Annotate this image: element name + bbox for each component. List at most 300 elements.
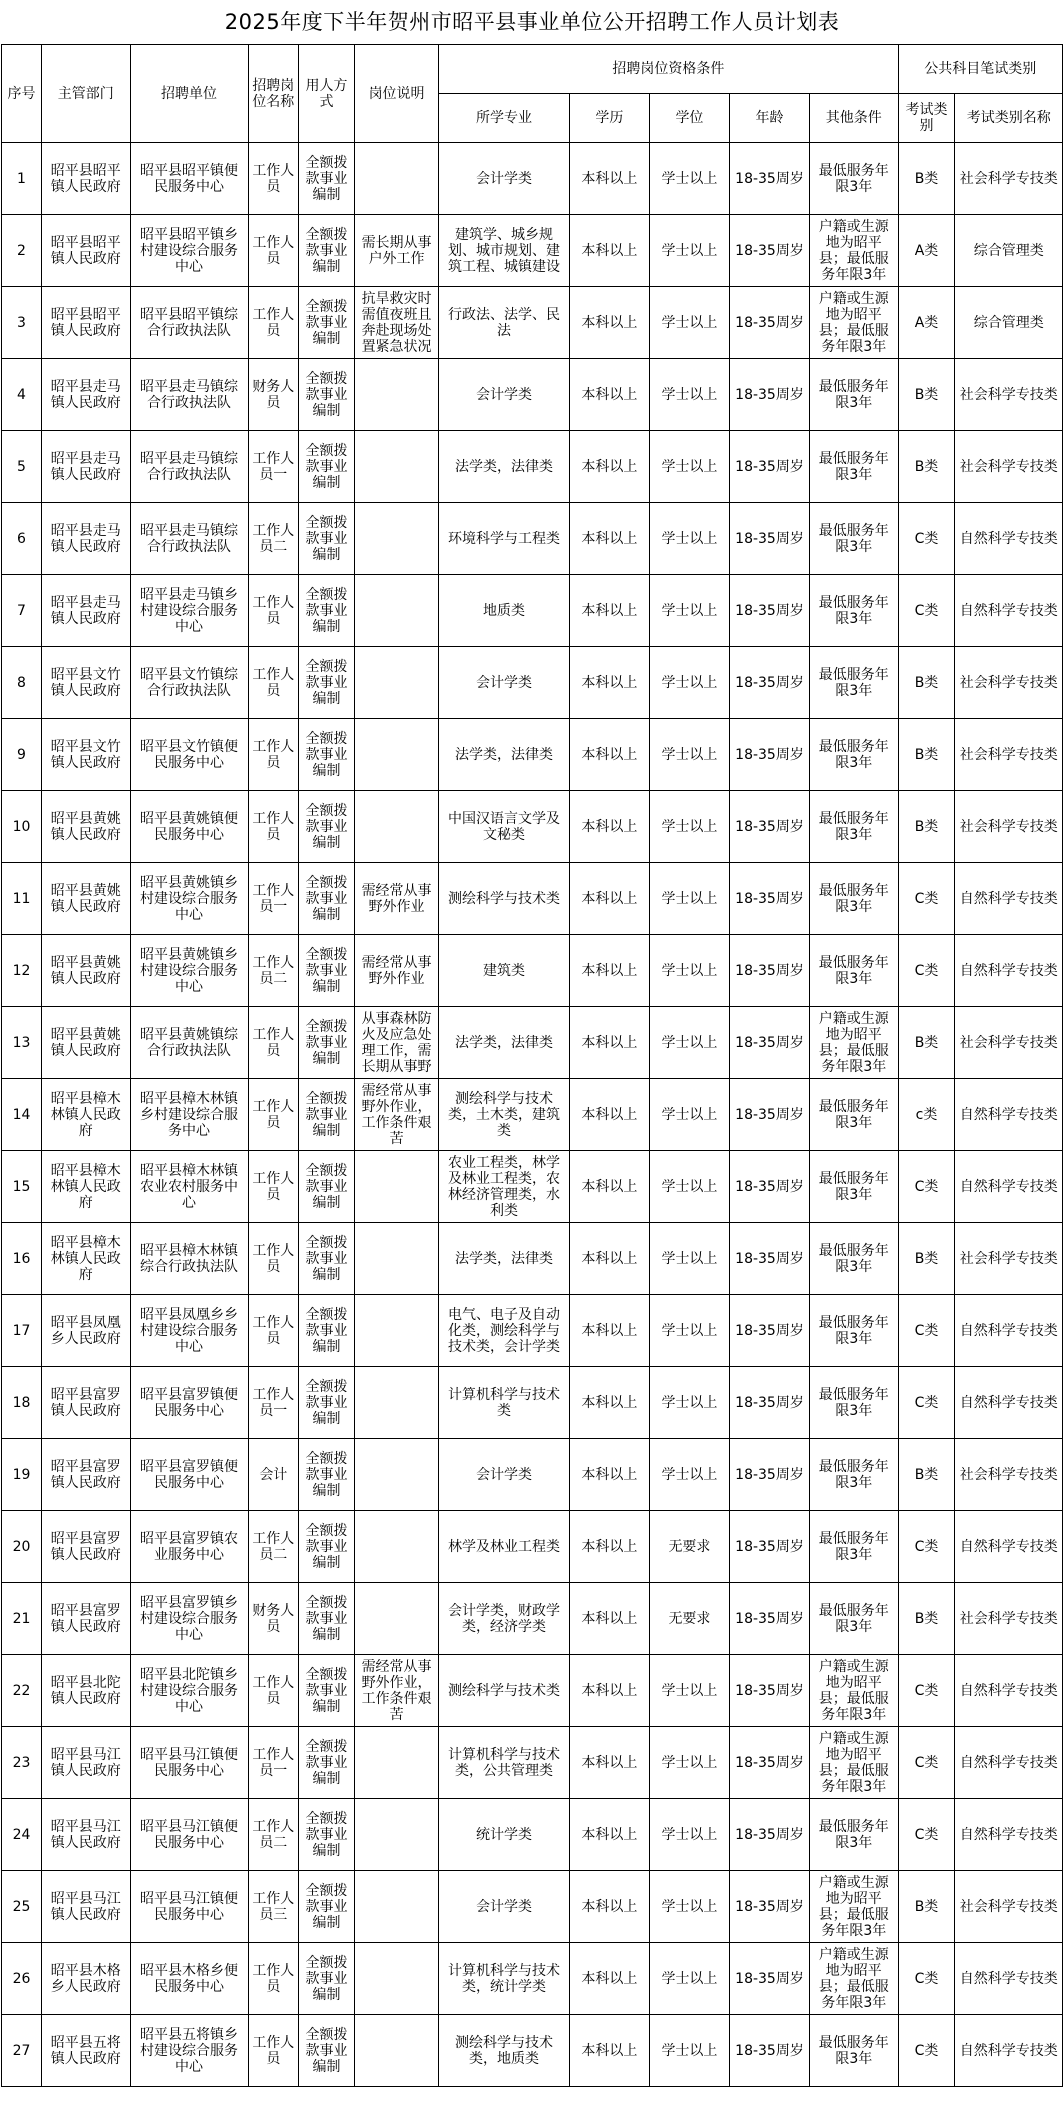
cell-other: 最低服务年限3年: [810, 1439, 899, 1511]
table-row: [2, 935, 1063, 1007]
cell-seq: 10: [2, 791, 42, 863]
cell-unit: 昭平县富罗镇农业服务中心: [130, 1511, 248, 1583]
cell-position: 工作人员: [248, 1079, 299, 1151]
cell-desc: [354, 791, 438, 863]
cell-degree: 学士以上: [649, 215, 729, 287]
cell-edu: 本科以上: [569, 1079, 649, 1151]
cell-age: 18-35周岁: [729, 1655, 809, 1727]
cell-unit: 昭平县樟木林镇乡村建设综合服务中心: [130, 1079, 248, 1151]
cell-degree: 学士以上: [649, 575, 729, 647]
table-row: [2, 791, 1063, 863]
cell-dept: 昭平县黄姚镇人民政府: [42, 791, 131, 863]
cell-exam-cat: C类: [898, 1727, 955, 1799]
cell-method: 全额拨款事业编制: [299, 503, 355, 575]
cell-method: 全额拨款事业编制: [299, 1655, 355, 1727]
cell-unit: 昭平县富罗镇便民服务中心: [130, 1439, 248, 1511]
cell-major: 计算机科学与技术类: [439, 1367, 570, 1439]
cell-other: 最低服务年限3年: [810, 359, 899, 431]
cell-exam-cat: C类: [898, 1367, 955, 1439]
header-exam-name: 考试类别名称: [955, 94, 1063, 143]
cell-other: 最低服务年限3年: [810, 431, 899, 503]
cell-age: 18-35周岁: [729, 1727, 809, 1799]
table-row: [2, 1295, 1063, 1367]
cell-age: 18-35周岁: [729, 647, 809, 719]
cell-exam-cat: B类: [898, 647, 955, 719]
cell-desc: 从事森林防火及应急处理工作，需长期从事野: [354, 1007, 438, 1079]
cell-exam-cat: B类: [898, 719, 955, 791]
cell-seq: 15: [2, 1151, 42, 1223]
cell-exam-cat: C类: [898, 1511, 955, 1583]
cell-exam-name: 社会科学专技类: [955, 431, 1063, 503]
cell-dept: 昭平县文竹镇人民政府: [42, 647, 131, 719]
table-row: [2, 1007, 1063, 1079]
table-row: [2, 359, 1063, 431]
cell-other: 户籍或生源地为昭平县；最低服务年限3年: [810, 1007, 899, 1079]
cell-position: 工作人员一: [248, 863, 299, 935]
cell-method: 全额拨款事业编制: [299, 1511, 355, 1583]
cell-desc: [354, 1295, 438, 1367]
cell-exam-name: 社会科学专技类: [955, 1871, 1063, 1943]
cell-exam-name: 社会科学专技类: [955, 1583, 1063, 1655]
cell-dept: 昭平县北陀镇人民政府: [42, 1655, 131, 1727]
cell-age: 18-35周岁: [729, 935, 809, 1007]
header-edu: 学历: [569, 94, 649, 143]
cell-major: 建筑学、城乡规划、城市规划、建筑工程、城镇建设: [439, 215, 570, 287]
table-row: [2, 1367, 1063, 1439]
cell-exam-name: 社会科学专技类: [955, 791, 1063, 863]
cell-seq: 7: [2, 575, 42, 647]
cell-unit: 昭平县北陀镇乡村建设综合服务中心: [130, 1655, 248, 1727]
cell-exam-name: 自然科学专技类: [955, 1151, 1063, 1223]
cell-dept: 昭平县走马镇人民政府: [42, 431, 131, 503]
cell-method: 全额拨款事业编制: [299, 1871, 355, 1943]
cell-edu: 本科以上: [569, 1151, 649, 1223]
cell-exam-cat: C类: [898, 1295, 955, 1367]
cell-major: 法学类，法律类: [439, 1223, 570, 1295]
cell-seq: 14: [2, 1079, 42, 1151]
cell-degree: 无要求: [649, 1583, 729, 1655]
cell-seq: 27: [2, 2015, 42, 2087]
cell-exam-name: 社会科学专技类: [955, 359, 1063, 431]
cell-edu: 本科以上: [569, 1223, 649, 1295]
cell-method: 全额拨款事业编制: [299, 1007, 355, 1079]
cell-desc: [354, 2015, 438, 2087]
header-exam-group: 公共科目笔试类别: [898, 45, 1062, 94]
cell-desc: 抗旱救灾时需值夜班且奔赴现场处置紧急状况: [354, 287, 438, 359]
cell-age: 18-35周岁: [729, 503, 809, 575]
table-row: [2, 575, 1063, 647]
cell-unit: 昭平县走马镇综合行政执法队: [130, 503, 248, 575]
cell-seq: 2: [2, 215, 42, 287]
cell-dept: 昭平县富罗镇人民政府: [42, 1367, 131, 1439]
header-desc: 岗位说明: [354, 45, 438, 143]
cell-method: 全额拨款事业编制: [299, 1223, 355, 1295]
cell-dept: 昭平县昭平镇人民政府: [42, 287, 131, 359]
cell-position: 工作人员: [248, 215, 299, 287]
cell-exam-cat: C类: [898, 1799, 955, 1871]
cell-position: 工作人员: [248, 647, 299, 719]
cell-dept: 昭平县昭平镇人民政府: [42, 215, 131, 287]
cell-exam-name: 自然科学专技类: [955, 1655, 1063, 1727]
cell-method: 全额拨款事业编制: [299, 1727, 355, 1799]
cell-edu: 本科以上: [569, 1799, 649, 1871]
cell-desc: 需经常从事野外作业: [354, 863, 438, 935]
table-row: [2, 1511, 1063, 1583]
cell-degree: 学士以上: [649, 359, 729, 431]
cell-exam-name: 自然科学专技类: [955, 863, 1063, 935]
cell-exam-cat: B类: [898, 1223, 955, 1295]
cell-desc: [354, 719, 438, 791]
cell-degree: 学士以上: [649, 1367, 729, 1439]
cell-other: 最低服务年限3年: [810, 791, 899, 863]
header-major: 所学专业: [439, 94, 570, 143]
cell-other: 最低服务年限3年: [810, 719, 899, 791]
cell-age: 18-35周岁: [729, 719, 809, 791]
cell-seq: 25: [2, 1871, 42, 1943]
cell-seq: 6: [2, 503, 42, 575]
cell-major: 测绘科学与技术类: [439, 863, 570, 935]
cell-seq: 20: [2, 1511, 42, 1583]
cell-age: 18-35周岁: [729, 1151, 809, 1223]
cell-seq: 13: [2, 1007, 42, 1079]
table-row: [2, 1943, 1063, 2015]
cell-degree: 学士以上: [649, 2015, 729, 2087]
cell-unit: 昭平县黄姚镇便民服务中心: [130, 791, 248, 863]
cell-dept: 昭平县文竹镇人民政府: [42, 719, 131, 791]
table-row: [2, 503, 1063, 575]
cell-other: 最低服务年限3年: [810, 1223, 899, 1295]
cell-method: 全额拨款事业编制: [299, 1943, 355, 2015]
table-row: [2, 647, 1063, 719]
cell-seq: 18: [2, 1367, 42, 1439]
cell-seq: 23: [2, 1727, 42, 1799]
cell-major: 电气、电子及自动化类，测绘科学与技术类，会计学类: [439, 1295, 570, 1367]
cell-method: 全额拨款事业编制: [299, 1367, 355, 1439]
cell-desc: [354, 431, 438, 503]
cell-seq: 12: [2, 935, 42, 1007]
cell-exam-name: 自然科学专技类: [955, 503, 1063, 575]
cell-seq: 8: [2, 647, 42, 719]
cell-edu: 本科以上: [569, 1871, 649, 1943]
cell-dept: 昭平县走马镇人民政府: [42, 503, 131, 575]
cell-method: 全额拨款事业编制: [299, 647, 355, 719]
cell-exam-cat: A类: [898, 215, 955, 287]
table-row: [2, 1223, 1063, 1295]
cell-age: 18-35周岁: [729, 215, 809, 287]
cell-desc: 需经常从事野外作业: [354, 935, 438, 1007]
cell-exam-cat: B类: [898, 791, 955, 863]
table-row: [2, 1799, 1063, 1871]
cell-desc: [354, 1151, 438, 1223]
cell-position: 工作人员: [248, 719, 299, 791]
cell-method: 全额拨款事业编制: [299, 431, 355, 503]
cell-desc: [354, 575, 438, 647]
cell-major: 会计学类: [439, 359, 570, 431]
cell-position: 工作人员一: [248, 431, 299, 503]
table-row: [2, 863, 1063, 935]
cell-unit: 昭平县昭平镇便民服务中心: [130, 143, 248, 215]
cell-exam-cat: c类: [898, 1079, 955, 1151]
cell-unit: 昭平县黄姚镇乡村建设综合服务中心: [130, 863, 248, 935]
cell-exam-name: 社会科学专技类: [955, 719, 1063, 791]
cell-age: 18-35周岁: [729, 1583, 809, 1655]
cell-major: 计算机科学与技术类，公共管理类: [439, 1727, 570, 1799]
cell-edu: 本科以上: [569, 1295, 649, 1367]
cell-major: 会计学类，财政学类，经济学类: [439, 1583, 570, 1655]
cell-degree: 学士以上: [649, 1655, 729, 1727]
cell-age: 18-35周岁: [729, 1367, 809, 1439]
table-row: [2, 1871, 1063, 1943]
cell-unit: 昭平县黄姚镇综合行政执法队: [130, 1007, 248, 1079]
cell-desc: [354, 1583, 438, 1655]
table-row: [2, 1583, 1063, 1655]
cell-major: 法学类，法律类: [439, 719, 570, 791]
cell-unit: 昭平县马江镇便民服务中心: [130, 1727, 248, 1799]
page-title: 2025年度下半年贺州市昭平县事业单位公开招聘工作人员计划表: [224, 10, 840, 34]
cell-edu: 本科以上: [569, 431, 649, 503]
cell-unit: 昭平县马江镇便民服务中心: [130, 1799, 248, 1871]
cell-degree: 学士以上: [649, 1727, 729, 1799]
cell-edu: 本科以上: [569, 1007, 649, 1079]
cell-seq: 3: [2, 287, 42, 359]
cell-age: 18-35周岁: [729, 1871, 809, 1943]
cell-desc: [354, 1871, 438, 1943]
cell-degree: 学士以上: [649, 1871, 729, 1943]
cell-desc: [354, 647, 438, 719]
cell-other: 户籍或生源地为昭平县；最低服务年限3年: [810, 287, 899, 359]
cell-desc: 需经常从事野外作业，工作条件艰苦: [354, 1079, 438, 1151]
cell-dept: 昭平县樟木林镇人民政府: [42, 1079, 131, 1151]
cell-position: 工作人员: [248, 1007, 299, 1079]
cell-age: 18-35周岁: [729, 1007, 809, 1079]
cell-degree: 学士以上: [649, 791, 729, 863]
cell-age: 18-35周岁: [729, 863, 809, 935]
cell-unit: 昭平县樟木林镇农业农村服务中心: [130, 1151, 248, 1223]
cell-position: 工作人员二: [248, 1511, 299, 1583]
cell-seq: 22: [2, 1655, 42, 1727]
cell-other: 最低服务年限3年: [810, 1151, 899, 1223]
cell-desc: [354, 1439, 438, 1511]
cell-exam-cat: C类: [898, 863, 955, 935]
cell-position: 工作人员三: [248, 1871, 299, 1943]
cell-unit: 昭平县富罗镇乡村建设综合服务中心: [130, 1583, 248, 1655]
cell-age: 18-35周岁: [729, 791, 809, 863]
header-position: 招聘岗位名称: [248, 45, 299, 143]
cell-desc: [354, 1799, 438, 1871]
cell-unit: 昭平县樟木林镇综合行政执法队: [130, 1223, 248, 1295]
cell-dept: 昭平县凤凰乡人民政府: [42, 1295, 131, 1367]
cell-position: 会计: [248, 1439, 299, 1511]
cell-edu: 本科以上: [569, 287, 649, 359]
cell-edu: 本科以上: [569, 647, 649, 719]
cell-seq: 16: [2, 1223, 42, 1295]
cell-other: 户籍或生源地为昭平县；最低服务年限3年: [810, 215, 899, 287]
cell-method: 全额拨款事业编制: [299, 143, 355, 215]
cell-desc: [354, 1223, 438, 1295]
cell-other: 最低服务年限3年: [810, 935, 899, 1007]
cell-method: 全额拨款事业编制: [299, 719, 355, 791]
cell-edu: 本科以上: [569, 719, 649, 791]
table-row: [2, 1151, 1063, 1223]
cell-method: 全额拨款事业编制: [299, 287, 355, 359]
cell-edu: 本科以上: [569, 1943, 649, 2015]
cell-dept: 昭平县昭平镇人民政府: [42, 143, 131, 215]
cell-exam-name: 自然科学专技类: [955, 575, 1063, 647]
cell-method: 全额拨款事业编制: [299, 863, 355, 935]
cell-dept: 昭平县富罗镇人民政府: [42, 1511, 131, 1583]
cell-method: 全额拨款事业编制: [299, 1439, 355, 1511]
cell-position: 工作人员: [248, 1295, 299, 1367]
cell-exam-cat: C类: [898, 2015, 955, 2087]
cell-unit: 昭平县凤凰乡乡村建设综合服务中心: [130, 1295, 248, 1367]
cell-exam-cat: C类: [898, 503, 955, 575]
cell-major: 林学及林业工程类: [439, 1511, 570, 1583]
cell-position: 工作人员: [248, 1943, 299, 2015]
cell-exam-name: 自然科学专技类: [955, 1943, 1063, 2015]
header-method: 用人方式: [299, 45, 355, 143]
cell-method: 全额拨款事业编制: [299, 1079, 355, 1151]
cell-degree: 学士以上: [649, 1007, 729, 1079]
cell-major: 统计学类: [439, 1799, 570, 1871]
cell-exam-name: 社会科学专技类: [955, 1007, 1063, 1079]
cell-method: 全额拨款事业编制: [299, 935, 355, 1007]
cell-position: 工作人员一: [248, 1367, 299, 1439]
table-row: [2, 1079, 1063, 1151]
cell-age: 18-35周岁: [729, 2015, 809, 2087]
cell-age: 18-35周岁: [729, 1799, 809, 1871]
cell-exam-name: 社会科学专技类: [955, 1223, 1063, 1295]
table-row: [2, 431, 1063, 503]
cell-desc: 需长期从事户外工作: [354, 215, 438, 287]
cell-exam-cat: A类: [898, 287, 955, 359]
cell-major: 法学类，法律类: [439, 1007, 570, 1079]
cell-degree: 学士以上: [649, 647, 729, 719]
cell-position: 工作人员: [248, 1151, 299, 1223]
cell-major: 农业工程类，林学及林业工程类，农林经济管理类，水利类: [439, 1151, 570, 1223]
cell-age: 18-35周岁: [729, 575, 809, 647]
cell-edu: 本科以上: [569, 1511, 649, 1583]
table-row: [2, 1727, 1063, 1799]
cell-edu: 本科以上: [569, 1439, 649, 1511]
cell-method: 全额拨款事业编制: [299, 1583, 355, 1655]
cell-major: 计算机科学与技术类，统计学类: [439, 1943, 570, 2015]
cell-seq: 26: [2, 1943, 42, 2015]
cell-seq: 4: [2, 359, 42, 431]
cell-dept: 昭平县黄姚镇人民政府: [42, 863, 131, 935]
cell-method: 全额拨款事业编制: [299, 575, 355, 647]
header-dept: 主管部门: [42, 45, 131, 143]
cell-exam-cat: B类: [898, 1439, 955, 1511]
cell-age: 18-35周岁: [729, 1439, 809, 1511]
cell-desc: [354, 1943, 438, 2015]
header-other: 其他条件: [810, 94, 899, 143]
cell-method: 全额拨款事业编制: [299, 1151, 355, 1223]
cell-position: 财务人员: [248, 1583, 299, 1655]
cell-age: 18-35周岁: [729, 1511, 809, 1583]
cell-method: 全额拨款事业编制: [299, 359, 355, 431]
cell-method: 全额拨款事业编制: [299, 1295, 355, 1367]
cell-age: 18-35周岁: [729, 1295, 809, 1367]
cell-age: 18-35周岁: [729, 1943, 809, 2015]
cell-exam-cat: B类: [898, 1871, 955, 1943]
cell-major: 会计学类: [439, 647, 570, 719]
cell-position: 工作人员: [248, 2015, 299, 2087]
cell-other: 最低服务年限3年: [810, 1799, 899, 1871]
cell-desc: [354, 143, 438, 215]
table-row: [2, 1439, 1063, 1511]
cell-unit: 昭平县文竹镇综合行政执法队: [130, 647, 248, 719]
cell-position: 工作人员: [248, 1223, 299, 1295]
cell-exam-cat: C类: [898, 1151, 955, 1223]
cell-edu: 本科以上: [569, 1727, 649, 1799]
cell-other: 最低服务年限3年: [810, 1367, 899, 1439]
cell-position: 工作人员一: [248, 1727, 299, 1799]
cell-age: 18-35周岁: [729, 1223, 809, 1295]
cell-dept: 昭平县富罗镇人民政府: [42, 1439, 131, 1511]
cell-position: 工作人员二: [248, 503, 299, 575]
cell-major: 会计学类: [439, 143, 570, 215]
cell-exam-cat: C类: [898, 935, 955, 1007]
cell-dept: 昭平县黄姚镇人民政府: [42, 935, 131, 1007]
cell-major: 行政法、法学、民法: [439, 287, 570, 359]
cell-other: 最低服务年限3年: [810, 1295, 899, 1367]
cell-other: 最低服务年限3年: [810, 143, 899, 215]
cell-method: 全额拨款事业编制: [299, 791, 355, 863]
table-row: [2, 2015, 1063, 2087]
cell-edu: 本科以上: [569, 791, 649, 863]
cell-other: 户籍或生源地为昭平县；最低服务年限3年: [810, 1655, 899, 1727]
cell-position: 财务人员: [248, 359, 299, 431]
cell-seq: 21: [2, 1583, 42, 1655]
cell-exam-cat: C类: [898, 1943, 955, 2015]
cell-degree: 学士以上: [649, 143, 729, 215]
cell-major: 建筑类: [439, 935, 570, 1007]
cell-desc: [354, 359, 438, 431]
header-exam-cat: 考试类别: [898, 94, 955, 143]
cell-degree: 学士以上: [649, 503, 729, 575]
table-row: [2, 1655, 1063, 1727]
cell-degree: 学士以上: [649, 863, 729, 935]
cell-edu: 本科以上: [569, 359, 649, 431]
cell-degree: 学士以上: [649, 431, 729, 503]
cell-exam-name: 社会科学专技类: [955, 1439, 1063, 1511]
cell-unit: 昭平县昭平镇乡村建设综合服务中心: [130, 215, 248, 287]
cell-edu: 本科以上: [569, 503, 649, 575]
cell-dept: 昭平县走马镇人民政府: [42, 359, 131, 431]
cell-dept: 昭平县马江镇人民政府: [42, 1871, 131, 1943]
cell-edu: 本科以上: [569, 1367, 649, 1439]
table-row: [2, 719, 1063, 791]
cell-edu: 本科以上: [569, 575, 649, 647]
cell-seq: 9: [2, 719, 42, 791]
cell-exam-name: 自然科学专技类: [955, 935, 1063, 1007]
cell-exam-name: 自然科学专技类: [955, 1727, 1063, 1799]
cell-dept: 昭平县走马镇人民政府: [42, 575, 131, 647]
cell-position: 工作人员: [248, 143, 299, 215]
cell-unit: 昭平县黄姚镇乡村建设综合服务中心: [130, 935, 248, 1007]
cell-edu: 本科以上: [569, 863, 649, 935]
cell-edu: 本科以上: [569, 2015, 649, 2087]
cell-unit: 昭平县马江镇便民服务中心: [130, 1871, 248, 1943]
cell-position: 工作人员: [248, 287, 299, 359]
cell-major: 会计学类: [439, 1439, 570, 1511]
cell-edu: 本科以上: [569, 1583, 649, 1655]
cell-position: 工作人员: [248, 575, 299, 647]
cell-method: 全额拨款事业编制: [299, 215, 355, 287]
cell-exam-cat: C类: [898, 1655, 955, 1727]
cell-edu: 本科以上: [569, 143, 649, 215]
cell-unit: 昭平县富罗镇便民服务中心: [130, 1367, 248, 1439]
